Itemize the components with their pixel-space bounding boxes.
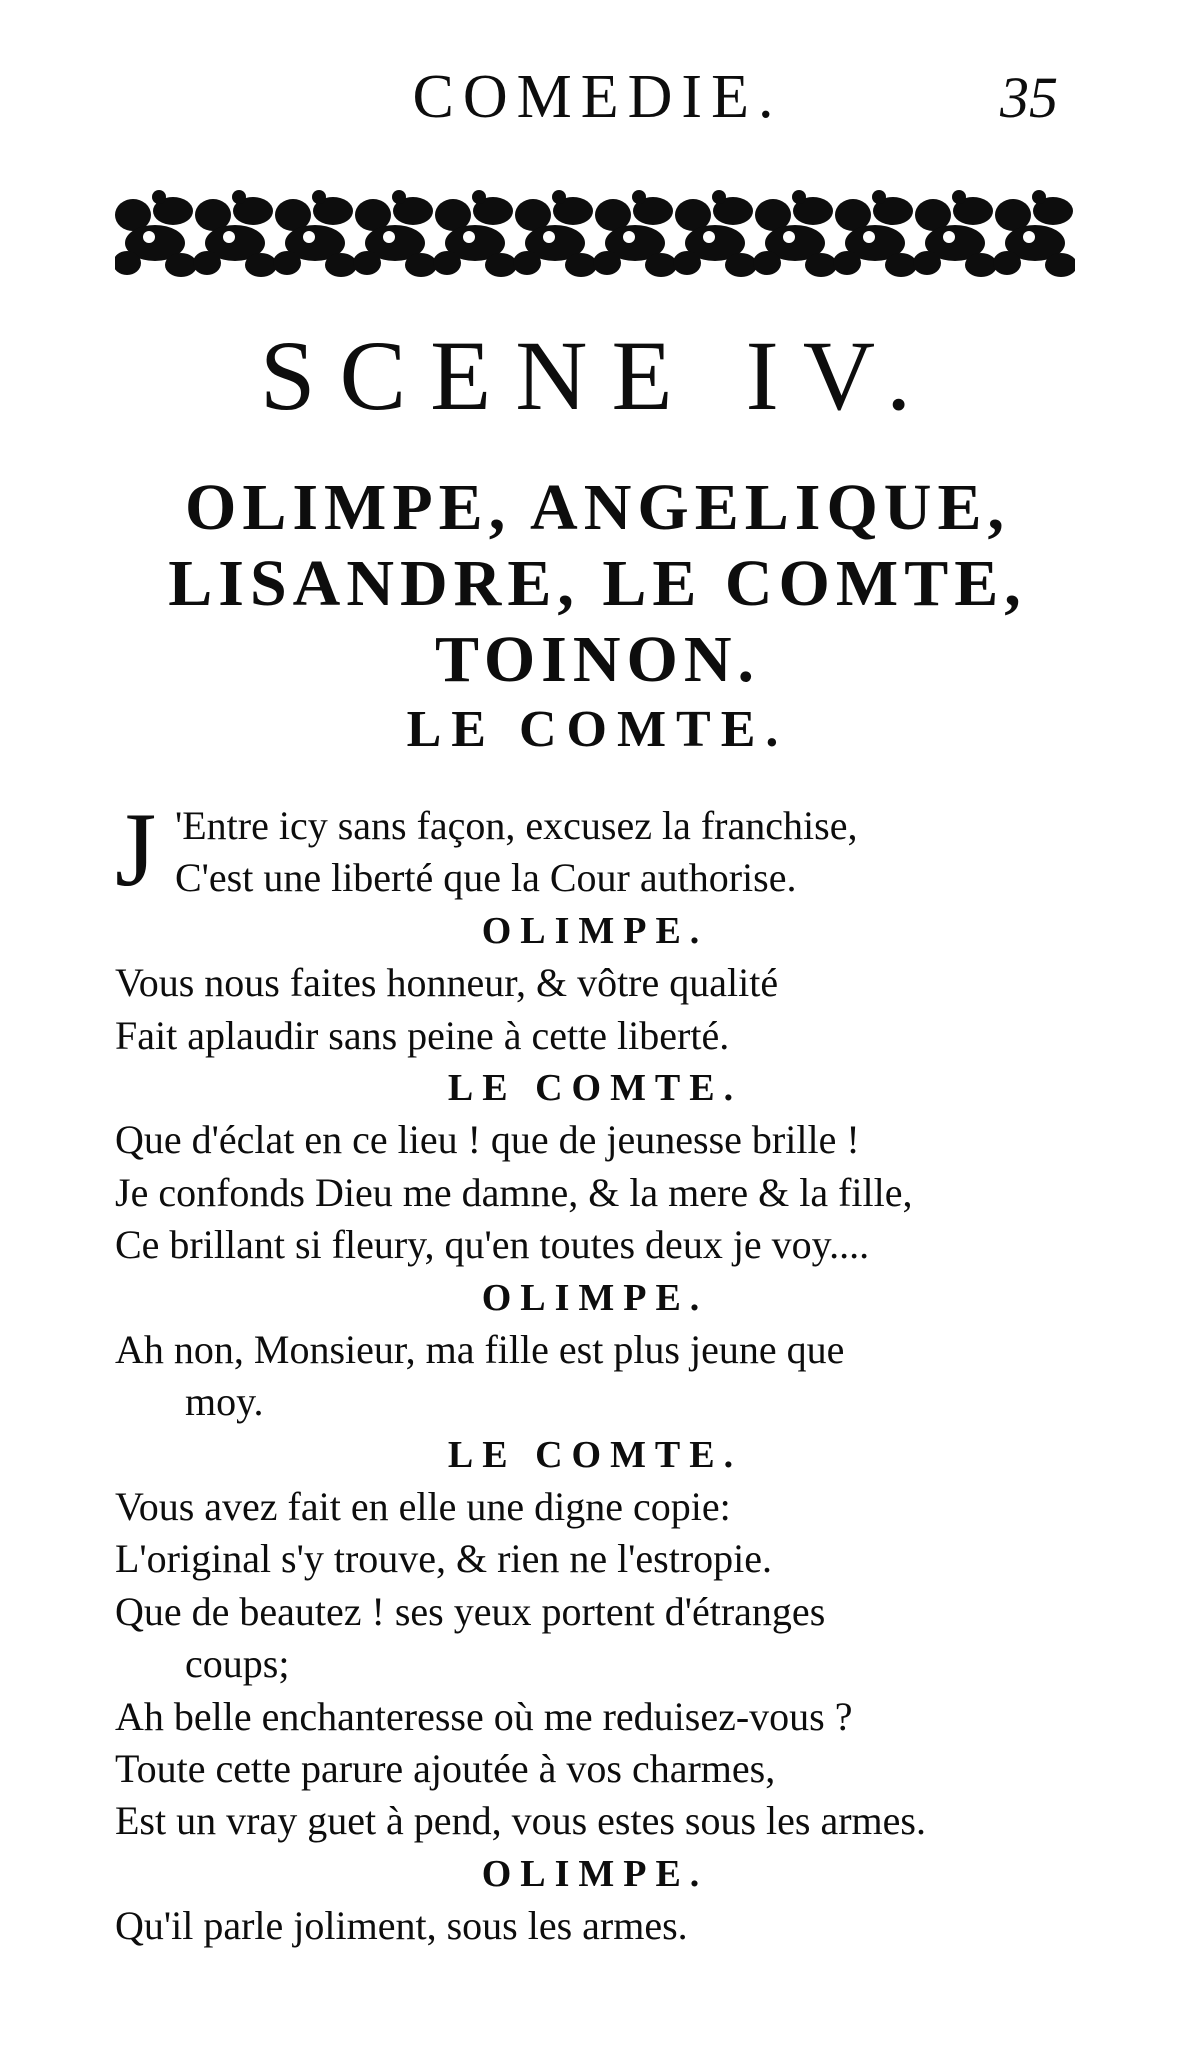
fleuron-icon <box>913 190 997 277</box>
verse-line <box>115 1324 1075 1376</box>
dialogue-text <box>115 791 1075 1953</box>
running-title: COMEDIE. <box>412 63 783 131</box>
fleuron-icon <box>993 190 1075 277</box>
cast-list <box>0 470 1195 698</box>
line-text: Je confonds Dieu me damne, & la mere & la fille, <box>115 1169 913 1215</box>
verse-line <box>115 1114 1075 1166</box>
speaker-name <box>115 905 1075 957</box>
speaker-name <box>115 1272 1075 1324</box>
line-text: Que de beautez ! ses yeux portent d'étranges <box>115 1588 826 1634</box>
fleuron-icon <box>115 190 197 277</box>
line-text: OLIMPE. <box>481 1852 709 1895</box>
fleuron-icon <box>273 190 357 277</box>
line-text: LE COMTE. <box>447 1066 743 1109</box>
fleuron-icon <box>353 190 437 277</box>
fleuron-icon <box>513 190 597 277</box>
line-text: Toute cette parure ajoutée à vos charmes, <box>115 1746 776 1792</box>
speaker-name <box>115 1062 1075 1114</box>
verse-line <box>115 1376 1075 1428</box>
line-text: OLIMPE. <box>481 909 709 952</box>
line-text: Vous nous faites honneur, & vôtre qualité <box>115 960 779 1006</box>
line-text: Est un vray guet à pend, vous estes sous les armes. <box>115 1798 926 1844</box>
line-text: L'original s'y trouve, & rien ne l'estropie. <box>115 1536 773 1582</box>
line-text: Fait aplaudir sans peine à cette liberté. <box>115 1012 730 1058</box>
line-text: 'Entre icy sans façon, excusez la franchise, <box>175 803 858 848</box>
verse-line <box>115 1533 1075 1585</box>
fleuron-icon <box>593 190 677 277</box>
scene-title: SCENE IV. <box>259 320 936 431</box>
cast-line: OLIMPE, ANGELIQUE, <box>185 471 1010 544</box>
line-text: LE COMTE. <box>447 1433 743 1476</box>
speaker-heading: LE COMTE. <box>406 701 789 758</box>
fleuron-icon <box>833 190 917 277</box>
drop-cap: J <box>115 791 157 908</box>
verse-line <box>115 1219 1075 1271</box>
line-text: OLIMPE. <box>481 1276 709 1319</box>
verse-line <box>115 1691 1075 1743</box>
verse-line <box>115 1638 1075 1690</box>
cast-line: LISANDRE, LE COMTE, <box>168 547 1027 620</box>
fleuron-icon <box>753 190 837 277</box>
headpiece-ornament <box>115 185 1075 285</box>
line-text: Vous avez fait en elle une digne copie: <box>115 1484 731 1530</box>
line-text: Ah belle enchanteresse où me reduisez-vous ? <box>115 1693 853 1739</box>
line-text: Ah non, Monsieur, ma fille est plus jeune que <box>115 1326 845 1372</box>
line-text: Qu'il parle joliment, sous les armes. <box>115 1903 688 1949</box>
verse-line <box>115 957 1075 1009</box>
speaker-name <box>115 1429 1075 1481</box>
verse-line <box>115 1010 1075 1062</box>
fleuron-icon <box>433 190 517 277</box>
line-text: moy. <box>185 1379 264 1425</box>
fleuron-icon <box>193 190 277 277</box>
verse-line <box>115 1481 1075 1533</box>
fleuron-icon <box>673 190 757 277</box>
verse-line <box>115 1167 1075 1219</box>
verse-line <box>115 1586 1075 1638</box>
verse-line <box>115 852 1075 904</box>
verse-line <box>115 1795 1075 1847</box>
verse-line <box>115 1900 1075 1952</box>
speaker-name <box>115 1848 1075 1900</box>
line-text: coups; <box>185 1641 290 1687</box>
line-text: C'est une liberté que la Cour authorise. <box>175 855 797 901</box>
line-text: Que d'éclat en ce lieu ! que de jeunesse brille ! <box>115 1117 860 1163</box>
verse-line <box>115 1743 1075 1795</box>
cast-line: TOINON. <box>434 623 760 696</box>
page-number: 35 <box>1000 65 1058 130</box>
line-text: Ce brillant si fleury, qu'en toutes deux je voy.... <box>115 1222 870 1268</box>
